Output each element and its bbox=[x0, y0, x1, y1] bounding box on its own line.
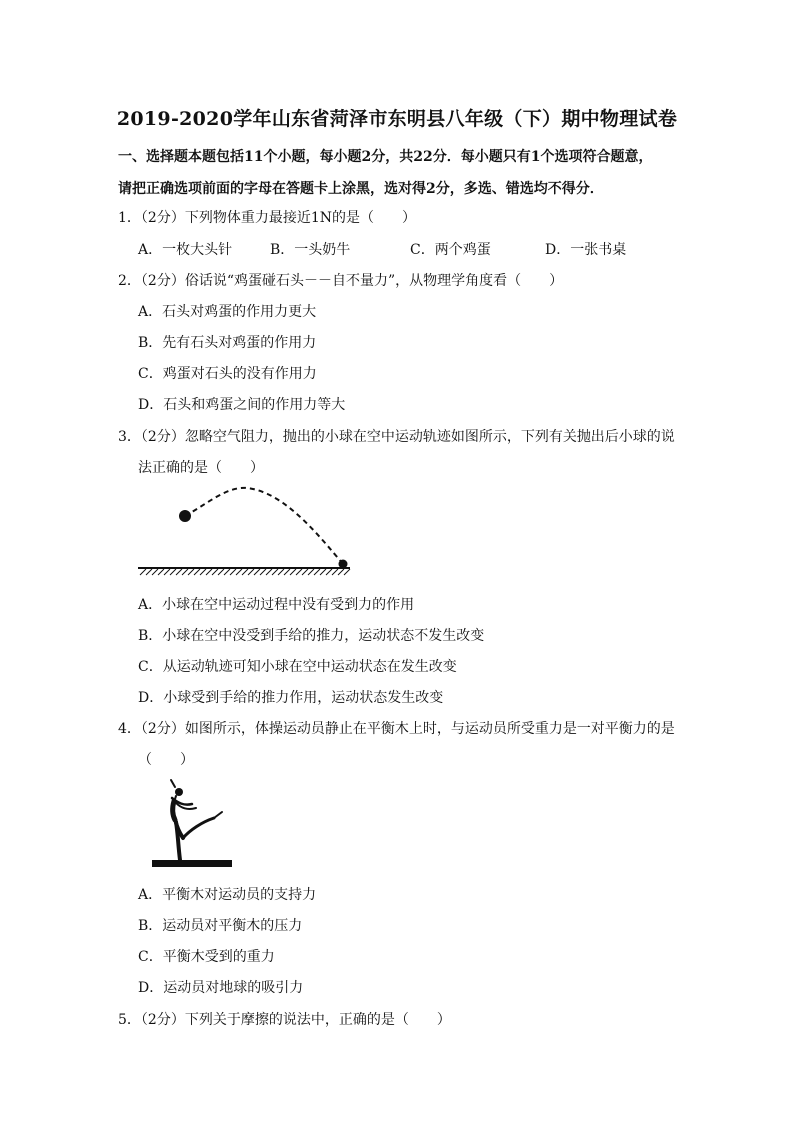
question-3-stem-continued: 法正确的是（ ） bbox=[138, 460, 264, 476]
ball-trajectory-figure bbox=[135, 482, 355, 582]
question-3-option-d[interactable]: D．小球受到手给的推力作用，运动状态发生改变 bbox=[138, 690, 444, 706]
question-2-option-b[interactable]: B．先有石头对鸡蛋的作用力 bbox=[138, 335, 317, 351]
question-2-stem: 2．（2分）俗话说“鸡蛋碰石头－－自不量力”，从物理学角度看（ ） bbox=[118, 273, 564, 289]
page-title: 2019-2020学年山东省菏泽市东明县八年级（下）期中物理试卷 bbox=[116, 108, 678, 130]
question-3-stem: 3．（2分）忽略空气阻力，抛出的小球在空中运动轨迹如图所示，下列有关抛出后小球的说 bbox=[118, 429, 675, 445]
question-1-stem: 1．（2分）下列物体重力最接近1N的是（ ） bbox=[118, 210, 416, 226]
question-4-option-d[interactable]: D．运动员对地球的吸引力 bbox=[138, 980, 304, 996]
gymnast-silhouette bbox=[171, 780, 222, 860]
question-2-option-d[interactable]: D．石头和鸡蛋之间的作用力等大 bbox=[138, 397, 346, 413]
question-2-option-c[interactable]: C．鸡蛋对石头的没有作用力 bbox=[138, 366, 317, 382]
question-1-option-c[interactable]: C．两个鸡蛋 bbox=[410, 242, 491, 258]
question-3-option-c[interactable]: C．从运动轨迹可知小球在空中运动状态在发生改变 bbox=[138, 659, 457, 675]
section-instructions-line-1: 一、选择题本题包括11个小题，每小题2分，共22分．每小题只有1个选项符合题意， bbox=[118, 149, 653, 165]
ground-hatching bbox=[140, 569, 350, 575]
question-1-option-a[interactable]: A．一枚大头针 bbox=[138, 242, 233, 258]
section-instructions-line-2: 请把正确选项前面的字母在答题卡上涂黑，选对得2分，多选、错选均不得分． bbox=[118, 181, 604, 197]
question-1-option-b[interactable]: B．一头奶牛 bbox=[270, 242, 351, 258]
question-5-stem: 5．（2分）下列关于摩擦的说法中，正确的是（ ） bbox=[118, 1012, 451, 1028]
gymnast-balance-beam-figure bbox=[150, 778, 240, 870]
question-4-option-b[interactable]: B．运动员对平衡木的压力 bbox=[138, 918, 303, 934]
question-4-stem-continued: （ ） bbox=[138, 752, 194, 768]
question-4-stem: 4．（2分）如图所示，体操运动员静止在平衡木上时，与运动员所受重力是一对平衡力的是 bbox=[118, 721, 675, 737]
question-4-option-c[interactable]: C．平衡木受到的重力 bbox=[138, 949, 275, 965]
question-2-option-a[interactable]: A．石头对鸡蛋的作用力更大 bbox=[138, 304, 317, 320]
balance-beam bbox=[152, 860, 232, 867]
ball-start bbox=[179, 510, 191, 522]
trajectory-dashed-curve bbox=[185, 488, 343, 564]
question-3-option-a[interactable]: A．小球在空中运动过程中没有受到力的作用 bbox=[138, 597, 415, 613]
question-1-option-d[interactable]: D．一张书桌 bbox=[545, 242, 627, 258]
question-4-option-a[interactable]: A．平衡木对运动员的支持力 bbox=[138, 887, 317, 903]
question-3-option-b[interactable]: B．小球在空中没受到手给的推力，运动状态不发生改变 bbox=[138, 628, 485, 644]
